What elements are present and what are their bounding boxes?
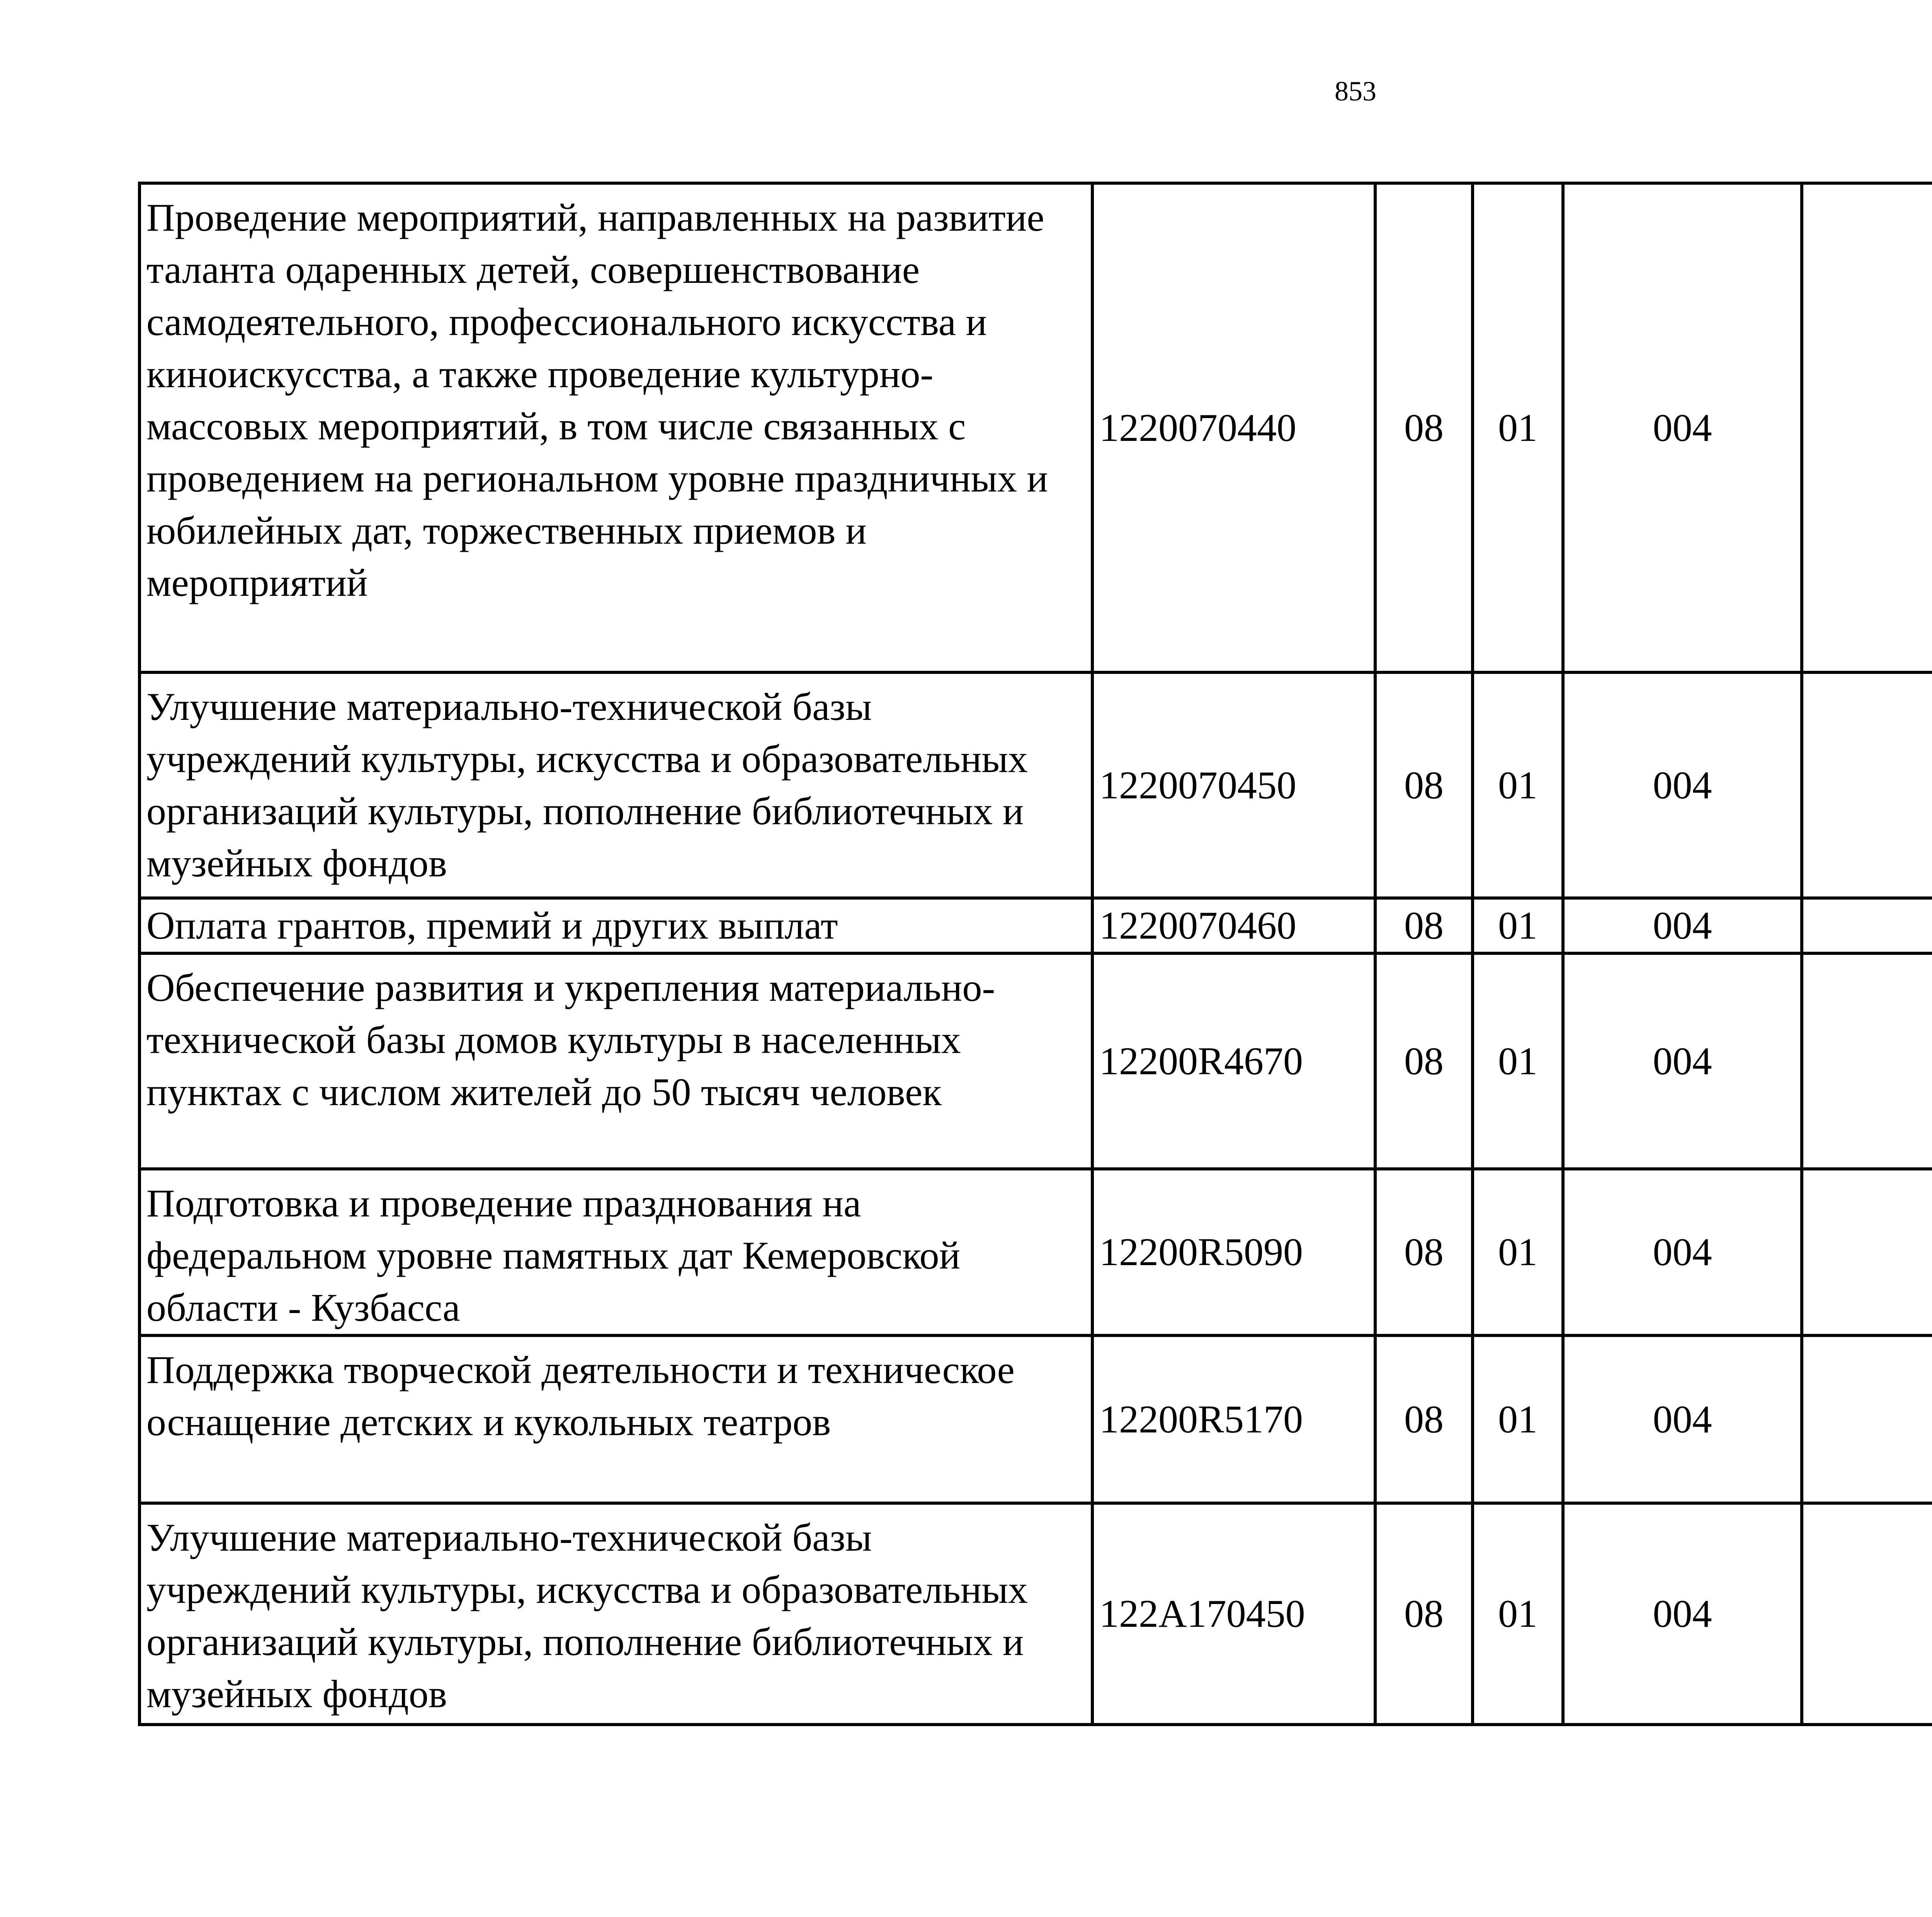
row-subsection: 01 xyxy=(1473,1503,1563,1725)
page-number: 853 xyxy=(1335,76,1376,107)
row-grbs: 004 xyxy=(1563,898,1802,953)
row-subsection: 01 xyxy=(1473,953,1563,1169)
row-amount-1 xyxy=(1802,1503,1932,1725)
row-amount-1 xyxy=(1802,183,1932,672)
row-section: 08 xyxy=(1375,1169,1473,1335)
row-subsection: 01 xyxy=(1473,1335,1563,1503)
table-row xyxy=(139,953,1932,1169)
budget-table xyxy=(138,182,1932,1726)
row-section: 08 xyxy=(1375,1335,1473,1503)
row-code: 1220070450 xyxy=(1092,672,1375,898)
row-grbs: 004 xyxy=(1563,672,1802,898)
row-amount-1 xyxy=(1802,898,1932,953)
row-name: Подготовка и проведение празднования на федеральном уровне памятных дат Кемеровской области - Кузбасса xyxy=(139,1169,1092,1335)
row-grbs: 004 xyxy=(1563,1169,1802,1335)
row-section: 08 xyxy=(1375,898,1473,953)
row-grbs: 004 xyxy=(1563,183,1802,672)
row-section: 08 xyxy=(1375,672,1473,898)
row-subsection: 01 xyxy=(1473,1169,1563,1335)
row-code: 1220070440 xyxy=(1092,183,1375,672)
row-grbs: 004 xyxy=(1563,1503,1802,1725)
table-row xyxy=(139,1335,1932,1503)
row-section: 08 xyxy=(1375,1503,1473,1725)
table-row xyxy=(139,1503,1932,1725)
row-subsection: 01 xyxy=(1473,183,1563,672)
table-row xyxy=(139,183,1932,672)
table-row xyxy=(139,672,1932,898)
row-section: 08 xyxy=(1375,183,1473,672)
row-name: Улучшение материально-технической базы учреждений культуры, искусства и образовательных организаций культуры, пополнение библиотечных и музейных фондов xyxy=(139,1503,1092,1725)
row-name: Поддержка творческой деятельности и техническое оснащение детских и кукольных театров xyxy=(139,1335,1092,1503)
row-code: 12200R5090 xyxy=(1092,1169,1375,1335)
table-row xyxy=(139,1169,1932,1335)
row-name: Обеспечение развития и укрепления материально-технической базы домов культуры в населенных пунктах с числом жителей до 50 тысяч человек xyxy=(139,953,1092,1169)
row-name: Улучшение материально-технической базы учреждений культуры, искусства и образовательных организаций культуры, пополнение библиотечных и музейных фондов xyxy=(139,672,1092,898)
table-row xyxy=(139,898,1932,953)
row-code: 12200R5170 xyxy=(1092,1335,1375,1503)
row-amount-1 xyxy=(1802,1169,1932,1335)
row-name: Проведение мероприятий, направленных на развитие таланта одаренных детей, совершенствование самодеятельного, профессионального искусства и киноискусства, а также проведение культурно-массовых мероприятий, в том числе связанных с проведением на региональном уровне праздничных и юбилейных дат, торжественных приемов и мероприятий xyxy=(139,183,1092,672)
row-grbs: 004 xyxy=(1563,1335,1802,1503)
row-code: 12200R4670 xyxy=(1092,953,1375,1169)
row-code: 122A170450 xyxy=(1092,1503,1375,1725)
row-amount-1 xyxy=(1802,1335,1932,1503)
row-name: Оплата грантов, премий и других выплат xyxy=(139,898,1092,953)
row-section: 08 xyxy=(1375,953,1473,1169)
row-amount-1 xyxy=(1802,672,1932,898)
row-amount-1 xyxy=(1802,953,1932,1169)
row-subsection: 01 xyxy=(1473,898,1563,953)
row-code: 1220070460 xyxy=(1092,898,1375,953)
row-grbs: 004 xyxy=(1563,953,1802,1169)
row-subsection: 01 xyxy=(1473,672,1563,898)
